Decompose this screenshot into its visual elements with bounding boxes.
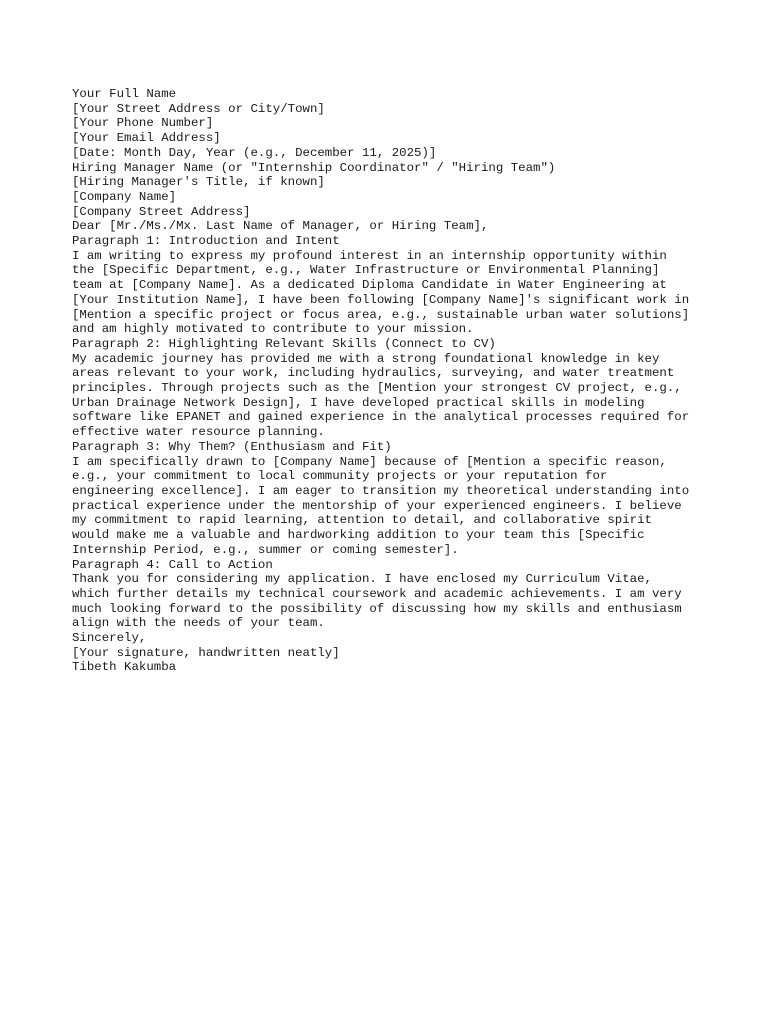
paragraph-4-heading: Paragraph 4: Call to Action	[72, 557, 273, 572]
recipient-company: [Company Name]	[72, 189, 177, 204]
salutation: Dear [Mr./Ms./Mx. Last Name of Manager, or Hiring Team],	[72, 219, 489, 234]
sender-phone: [Your Phone Number]	[72, 116, 214, 131]
recipient-address: [Company Street Address]	[72, 204, 251, 219]
paragraph-4-body: Thank you for considering my application. I have enclosed my Curriculum Vitae, which further details my technical coursework and academic achievements. I am very much looking forward to the possibility of discussing how my skills and enthusiasm align with the needs of your team.	[72, 572, 682, 631]
letter-date: [Date: Month Day, Year (e.g., December 11, 2025)]	[72, 145, 437, 160]
closing: Sincerely,	[72, 631, 147, 646]
recipient-title: [Hiring Manager's Title, if known]	[72, 175, 325, 190]
paragraph-3-heading: Paragraph 3: Why Them? (Enthusiasm and Fit)	[72, 439, 392, 454]
sender-address: [Your Street Address or City/Town]	[72, 101, 325, 116]
cover-letter	[72, 87, 712, 675]
paragraph-2-heading: Paragraph 2: Highlighting Relevant Skills (Connect to CV)	[72, 336, 496, 351]
paragraph-1-body: I am writing to express my profound interest in an internship opportunity within the [Specific Department, e.g., Water Infrastructure or Environmental Planning] team at [Company Name]. As a dedicated Diploma Candidate in Water Engineering at [Your Institution Name], I have been following [Company Name]'s significant work in [Mention a specific project or focus area, e.g., sustainable urban water solutions] and am highly motivated to contribute to your mission.	[72, 248, 690, 337]
signature-note: [Your signature, handwritten neatly]	[72, 645, 340, 660]
recipient-name: Hiring Manager Name (or "Internship Coordinator" / "Hiring Team")	[72, 160, 556, 175]
sender-email: [Your Email Address]	[72, 131, 221, 146]
signer-name: Tibeth Kakumba	[72, 660, 177, 675]
sender-name: Your Full Name	[72, 87, 177, 101]
paragraph-2-body: My academic journey has provided me with a strong foundational knowledge in key areas relevant to your work, including hydraulics, surveying, and water treatment principles. Through projects such as the [Mention your strongest CV project, e.g., Urban Drainage Network Design], I have developed practical skills in modeling software like EPANET and gained experience in the analytical processes required for effective water resource planning.	[72, 351, 690, 440]
paragraph-1-heading: Paragraph 1: Introduction and Intent	[72, 234, 340, 249]
paragraph-3-body: I am specifically drawn to [Company Name] because of [Mention a specific reason, e.g., your commitment to local community projects or your reputation for engineering excellence]. I am eager to transition my theoretical understanding into practical experience under the mentorship of your experienced engineers. I believe my commitment to rapid learning, attention to detail, and collaborative spirit would make me a valuable and hardworking addition to your team this [Specific Internship Period, e.g., summer or coming semester].	[72, 454, 690, 557]
